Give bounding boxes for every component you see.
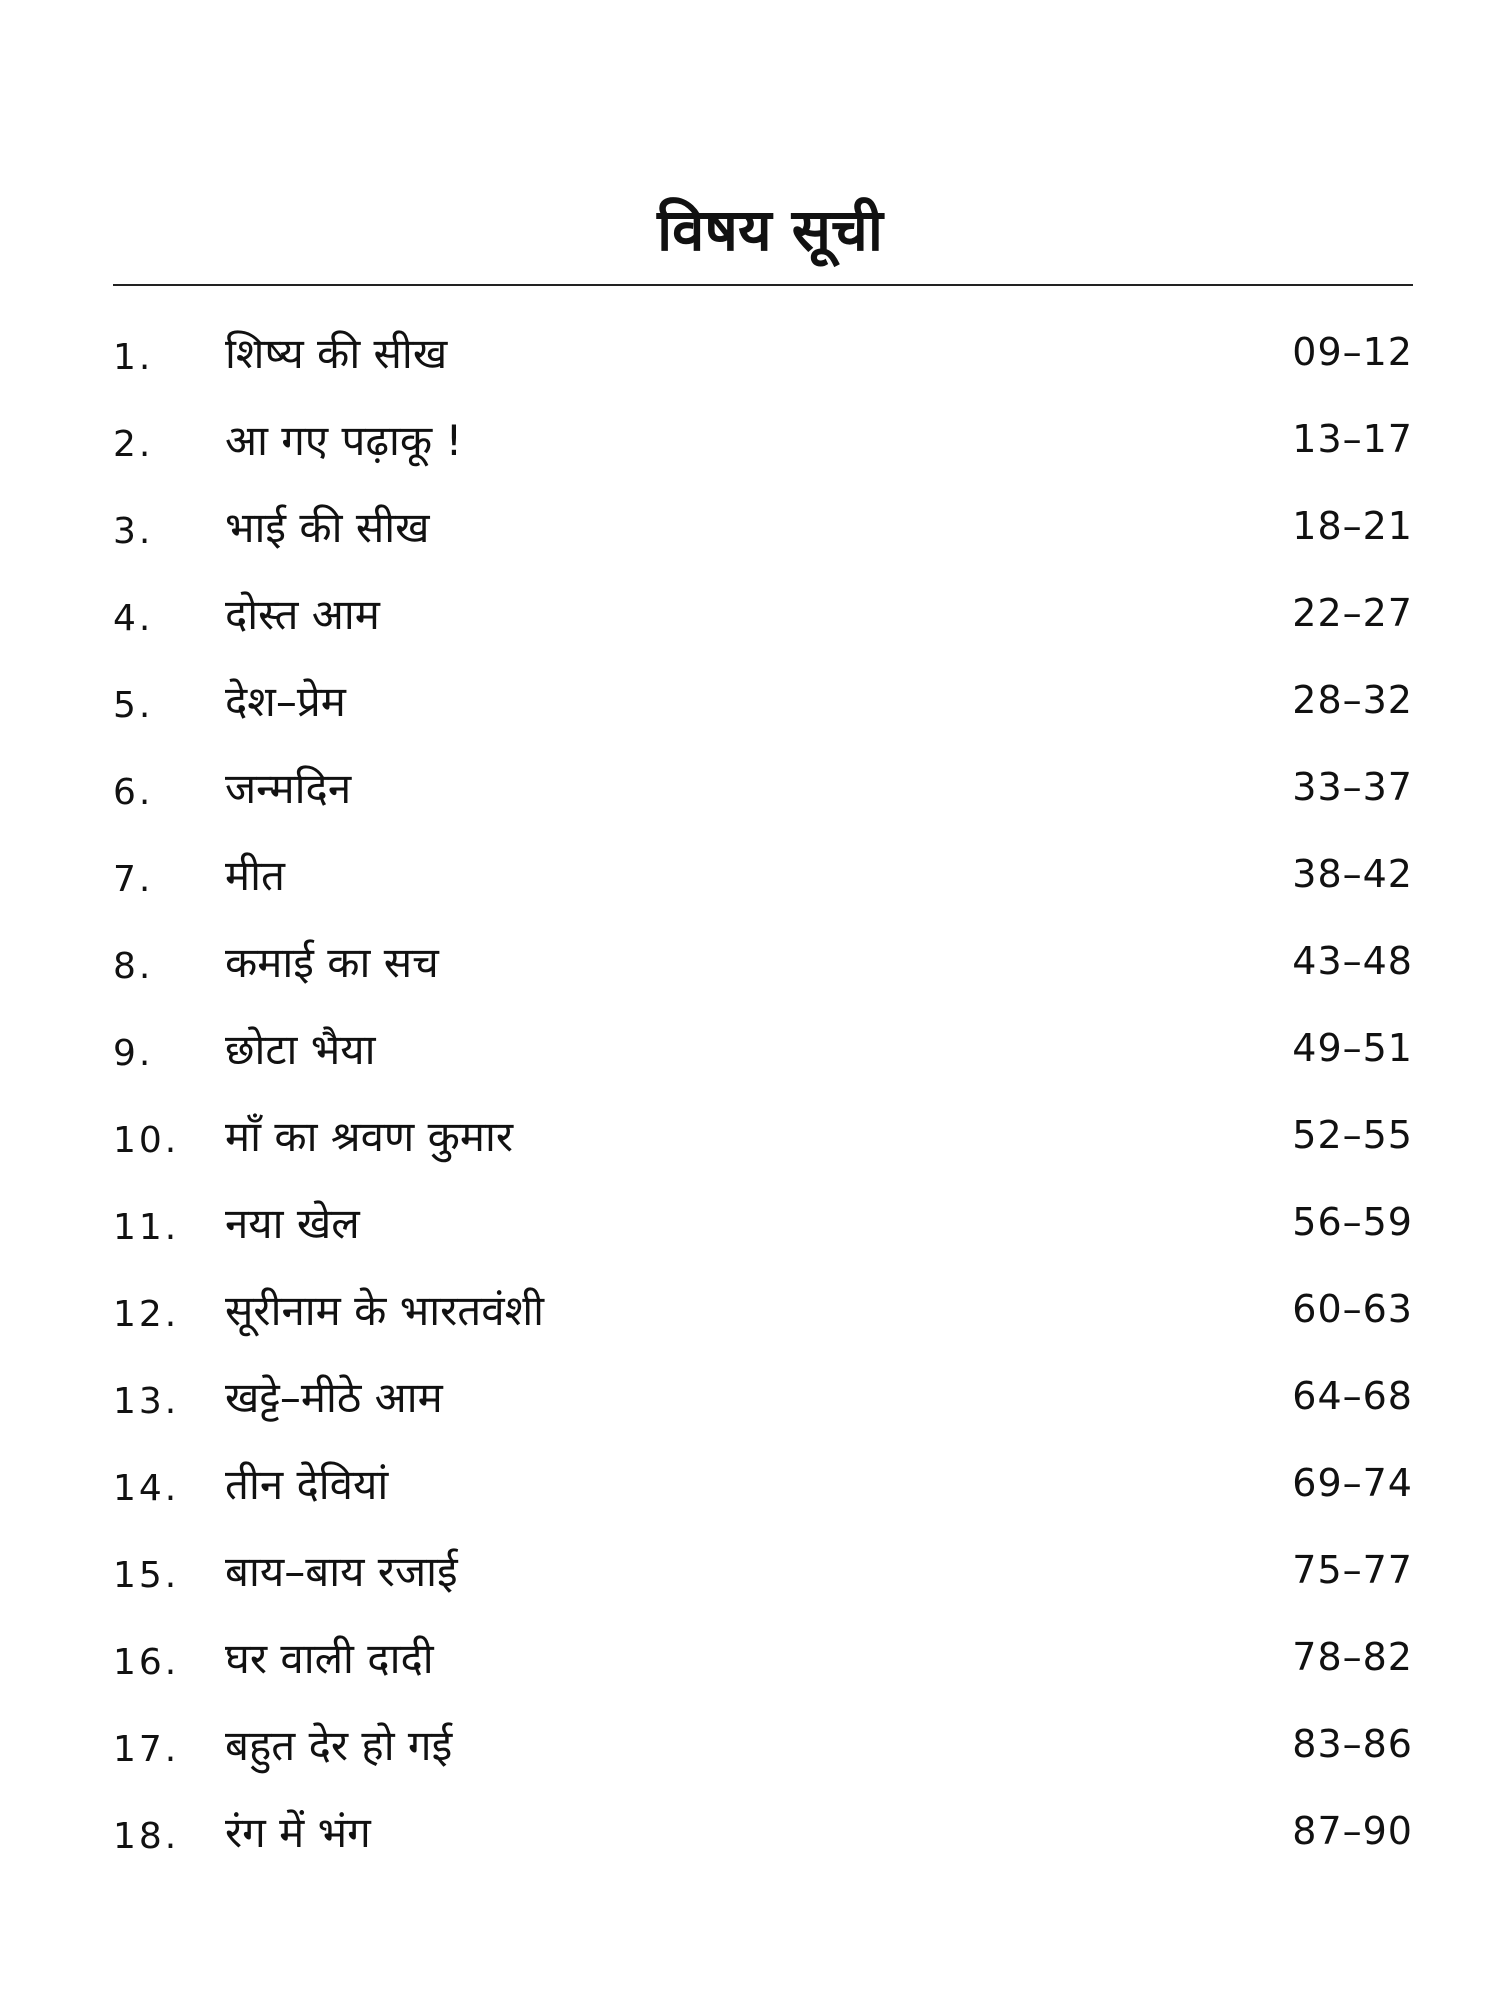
entry-title: छोटा भैया <box>225 1025 376 1074</box>
entry-pages: 52–55 <box>1292 1113 1413 1157</box>
entry-title: सूरीनाम के भारतवंशी <box>225 1286 545 1335</box>
entry-title: माँ का श्रवण कुमार <box>225 1112 514 1161</box>
toc-entry[interactable] <box>113 1190 1413 1277</box>
entry-number: 8. <box>113 946 154 987</box>
entry-title: दोस्त आम <box>225 590 380 639</box>
entry-number: 9. <box>113 1033 154 1074</box>
entry-number: 7. <box>113 859 154 900</box>
toc-entry[interactable] <box>113 1799 1413 1886</box>
entry-pages: 18–21 <box>1292 504 1413 548</box>
entry-pages: 75–77 <box>1292 1548 1413 1592</box>
entry-number: 6. <box>113 772 154 813</box>
entry-title: देश–प्रेम <box>225 677 346 726</box>
entry-pages: 09–12 <box>1292 330 1413 374</box>
toc-entry[interactable] <box>113 842 1413 929</box>
entry-title: बहुत देर हो गई <box>225 1721 453 1770</box>
entry-pages: 56–59 <box>1292 1200 1413 1244</box>
entry-pages: 64–68 <box>1292 1374 1413 1418</box>
toc-entry[interactable] <box>113 494 1413 581</box>
entry-number: 11. <box>113 1207 180 1248</box>
entry-title: रंग में भंग <box>225 1808 371 1857</box>
toc-entry[interactable] <box>113 1538 1413 1625</box>
entry-title: भाई की सीख <box>225 503 430 552</box>
entry-title: बाय–बाय रजाई <box>225 1547 458 1596</box>
entry-title: नया खेल <box>225 1199 360 1248</box>
entry-pages: 69–74 <box>1292 1461 1413 1505</box>
entry-title: मीत <box>225 851 285 900</box>
entry-title: शिष्य की सीख <box>225 329 448 378</box>
entry-number: 5. <box>113 685 154 726</box>
title-divider <box>113 284 1413 286</box>
entry-pages: 38–42 <box>1292 852 1413 896</box>
entry-pages: 22–27 <box>1292 591 1413 635</box>
toc-entry[interactable] <box>113 668 1413 755</box>
toc-entry[interactable] <box>113 1277 1413 1364</box>
entry-number: 15. <box>113 1555 180 1596</box>
toc-entry[interactable] <box>113 755 1413 842</box>
entry-number: 10. <box>113 1120 180 1161</box>
toc-entry[interactable] <box>113 1712 1413 1799</box>
entry-title: कमाई का सच <box>225 938 439 987</box>
toc-entry[interactable] <box>113 581 1413 668</box>
entry-pages: 43–48 <box>1292 939 1413 983</box>
entry-title: खट्टे–मीठे आम <box>225 1373 443 1422</box>
page-title: विषय सूची <box>657 196 883 264</box>
toc-entry[interactable] <box>113 1451 1413 1538</box>
entry-title: तीन देवियां <box>225 1460 389 1509</box>
entry-number: 14. <box>113 1468 180 1509</box>
entry-number: 16. <box>113 1642 180 1683</box>
entry-pages: 87–90 <box>1292 1809 1413 1853</box>
entry-number: 13. <box>113 1381 180 1422</box>
entry-pages: 28–32 <box>1292 678 1413 722</box>
entry-title: घर वाली दादी <box>225 1634 434 1683</box>
table-of-contents <box>113 320 1413 1886</box>
entry-number: 3. <box>113 511 154 552</box>
entry-number: 2. <box>113 424 154 465</box>
toc-entry[interactable] <box>113 1364 1413 1451</box>
entry-pages: 60–63 <box>1292 1287 1413 1331</box>
entry-pages: 83–86 <box>1292 1722 1413 1766</box>
toc-entry[interactable] <box>113 320 1413 407</box>
entry-title: जन्मदिन <box>225 764 352 813</box>
entry-pages: 49–51 <box>1292 1026 1413 1070</box>
entry-pages: 33–37 <box>1292 765 1413 809</box>
toc-entry[interactable] <box>113 1103 1413 1190</box>
toc-entry[interactable] <box>113 407 1413 494</box>
entry-number: 4. <box>113 598 154 639</box>
entry-title: आ गए पढ़ाकू ! <box>225 416 463 465</box>
toc-entry[interactable] <box>113 929 1413 1016</box>
entry-number: 18. <box>113 1816 180 1857</box>
toc-entry[interactable] <box>113 1016 1413 1103</box>
entry-number: 1. <box>113 337 154 378</box>
toc-entry[interactable] <box>113 1625 1413 1712</box>
entry-number: 12. <box>113 1294 180 1335</box>
entry-pages: 13–17 <box>1292 417 1413 461</box>
entry-number: 17. <box>113 1729 180 1770</box>
entry-pages: 78–82 <box>1292 1635 1413 1679</box>
